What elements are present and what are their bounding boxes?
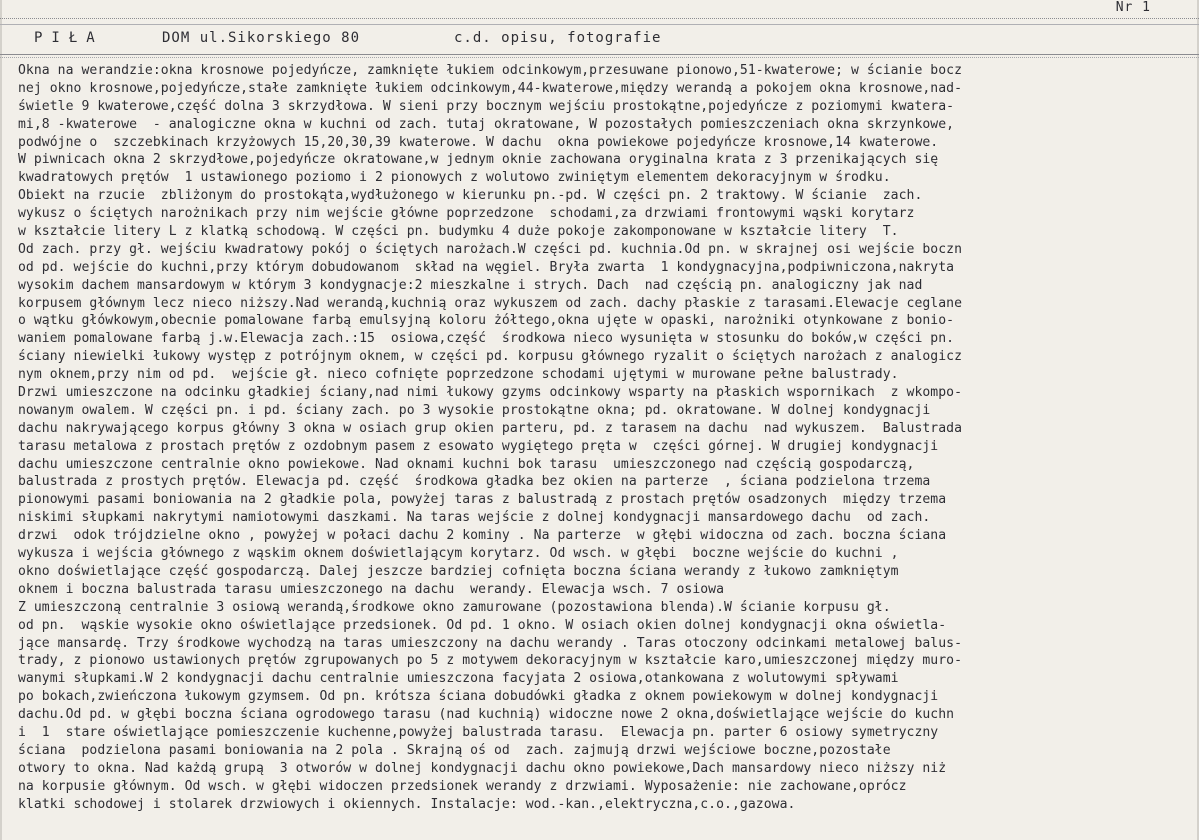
text-line: dachu nakrywającego korpus główny 3 okna w osiach grup okien parteru, pd. z tarasem na dachu nad wykuszem. Balustrada	[18, 420, 963, 436]
text-line: pionowymi pasami boniowania na 2 gładkie pola, powyżej taras z balustradą z prostach prętów osadzonych między trzema	[18, 492, 947, 508]
text-line: na korpusie głównym. Od wsch. w głębi widoczen przedsionek werandy z drzwiami. Wyposażenie: nie zachowane,oprócz	[18, 778, 907, 794]
header-dotted-rule	[0, 57, 1199, 58]
text-line: Z umieszczoną centralnie 3 osiową werandą,środkowe okno zamurowane (pozostawiona blenda).W ścianie korpusu gł.	[18, 599, 891, 615]
text-line: nym oknem,przy nim od pd. wejście gł. nieco cofnięte poprzedzone schodami ujętymi w murowane pełne balustrady.	[18, 367, 899, 383]
text-line: w kształcie litery L z klatką schodową. W części pn. budymku 4 duże pokoje zakomponowane w kształcie litery T.	[18, 224, 899, 240]
text-line: jące mansardę. Trzy środkowe wychodzą na taras umieszczony na dachu werandy . Taras otoczony odcinkami metalowej balus-	[18, 635, 963, 651]
text-line: okno doświetlające część gospodarczą. Dalej jeszcze bardziej cofnięta boczna ściana werandy z łukowo zamkniętym	[18, 563, 899, 579]
text-line: mi,8 -kwaterowe - analogiczne okna w kuchni od zach. tutaj okratowane, W pozostałych pomieszczeniach okna skrzynkowe,	[18, 116, 955, 132]
text-line: Drzwi umieszczone na odcinku gładkiej ściany,nad nimi łukowy gzyms odcinkowy wsparty na płaskich wspornikach z wkompo-	[18, 385, 963, 401]
text-line: nej okno krosnowe,pojedyńcze,stałe zamknięte łukiem odcinkowym,44-kwaterowe,między werandą a pokojem okna krosnowe,nad-	[18, 80, 963, 96]
text-line: świetle 9 kwaterowe,część dolna 3 skrzydłowa. W sieni przy bocznym wejściu prostokątne,pojedyńcze z poziomymi kwatera-	[18, 98, 955, 114]
top-dotted-rule	[0, 18, 1199, 19]
text-line: Okna na werandzie:okna krosnowe pojedyńcze, zamknięte łukiem odcinkowym,przesuwane pionowo,51-kwaterowe; w ścianie bocz	[18, 63, 963, 78]
text-line: nowanym owalem. W części pn. i pd. ściany zach. po 3 wysokie prostokątne okna; pd. okratowane. W dolnej kondygnacji	[18, 402, 931, 418]
text-line: dachu umieszczone centralnie okno powiekowe. Nad oknami kuchni bok tarasu umieszczonego nad częścią gospodarczą,	[18, 456, 915, 472]
text-line: podwójne o szczebkinach krzyżowych 15,20,30,39 kwaterowe. W dachu okna powiekowe pojedyńcze krosnowe,14 kwaterowe.	[18, 134, 939, 150]
text-line: ściany niewielki łukowy występ z potrójnym oknem, w części pd. korpusu głównego ryzalit o ściętych narożach z analogicz	[18, 349, 963, 365]
text-line: drzwi odok trójdzielne okno , powyżej w połaci dachu 2 kominy . Na parterze w głębi widoczna od zach. boczna ściana	[18, 528, 947, 544]
place-name: PIŁA	[34, 30, 104, 46]
text-line: wanymi słupkami.W 2 kondygnacji dachu centralnie umieszczona facyjata 2 osiowa,otankowana z wolutowymi spływami	[18, 671, 899, 687]
text-line: korpusem głównym lecz nieco niższy.Nad werandą,kuchnią oraz wykuszem od zach. dachy płaskie z tarasami.Elewacje ceglane	[18, 295, 963, 311]
text-line: i 1 stare oświetlające pomieszczenie kuchenne,powyżej balustrada tarasu. Elewacja pn. parter 6 osiowy symetryczny	[18, 724, 939, 740]
text-line: od pn. wąskie wysokie okno oświetlające przedsionek. Od pd. 1 okno. W osiach okien dolnej kondygnacji okna oświetla-	[18, 617, 947, 633]
text-line: W piwnicach okna 2 skrzydłowe,pojedyńcze okratowane,w jednym oknie zachowana oryginalna krata z 3 przenikających się	[18, 152, 939, 168]
card-number: Nr 1	[1115, 0, 1151, 15]
text-line: balustrada z prostych prętów. Elewacja pd. część środkowa gładka bez okien na parterze , ściana podzielona trzema	[18, 474, 931, 490]
text-line: o wątku główkowym,obecnie pomalowane farbą emulsyjną koloru żółtego,okna ujęte w opaski, narożniki otynkowane z bonio-	[18, 313, 955, 329]
text-line: od pd. wejście do kuchni,przy którym dobudowanom skład na węgiel. Bryła zwarta 1 kondygnacyjna,podpiwniczona,nakryta	[18, 259, 955, 275]
text-line: wykusz o ściętych narożnikach przy nim wejście główne poprzedzone schodami,za drzwiami frontowymi wąski korytarz	[18, 206, 915, 222]
text-line: Obiekt na rzucie zbliżonym do prostokąta,wydłużonego w kierunku pn.-pd. W części pn. 2 traktowy. W ścianie zach.	[18, 188, 923, 204]
top-solid-rule	[0, 24, 1199, 25]
text-line: kwadratowych prętów 1 ustawionego poziomo i 2 pionowych z wolutowo zwiniętym elementem dekoracyjnym w środku.	[18, 170, 891, 186]
text-line: ściana podzielona pasami boniowania na 2 pola . Skrajną oś od zach. zajmują drzwi wejściowe boczne,pozostałe	[18, 742, 891, 758]
text-line: oknem i boczna balustrada tarasu umieszczonego na dachu werandy. Elewacja wsch. 7 osiowa	[18, 581, 725, 597]
text-line: wykusza i wejścia głównego z wąskim oknem doświetlającym korytarz. Od wsch. w głębi boczne wejście do kuchni ,	[18, 546, 899, 562]
header-rule	[0, 54, 1199, 55]
text-line: niskimi słupkami nakrytymi namiotowymi daszkami. Na taras wejście z dolnej kondygnacji mansardowego dachu od zach.	[18, 510, 931, 526]
text-line: trady, z pionowo ustawionych prętów zgrupowanych po 5 z motywem dekoracyjnym w kształcie karo,umieszczonej między muro-	[18, 653, 963, 669]
text-line: Od zach. przy gł. wejściu kwadratowy pokój o ściętych narożach.W części pd. kuchnia.Od pn. w skrajnej osi wejście boczn	[18, 241, 963, 257]
text-line: po bokach,zwieńczona łukowym gzymsem. Od pn. krótsza ściana dobudówki gładka z oknem powiekowym w dolnej kondygnacji	[18, 689, 939, 705]
text-line: klatki schodowej i stolarek drzwiowych i okiennych. Instalacje: wod.-kan.,elektryczna,c.o.,gazowa.	[18, 796, 796, 812]
text-line: wysokim dachem mansardowym w którym 3 kondygnacje:2 mieszkalne i strych. Dach nad częścią pn. analogiczny jak nad	[18, 277, 923, 293]
description-text	[18, 62, 1194, 832]
object-name: DOM ul.Sikorskiego 80	[162, 30, 361, 46]
card-left-edge	[0, 0, 2, 840]
section-title: c.d. opisu, fotografie	[454, 30, 662, 46]
text-line: waniem pomalowane farbą j.w.Elewacja zach.:15 osiowa,część środkowa nieco wysunięta w stosunku do boków,w części pn.	[18, 331, 955, 347]
text-line: tarasu metalowa z prostach prętów z ozdobnym pasem z esowato wygiętego pręta w części górnej. W drugiej kondygnacji	[18, 438, 939, 454]
text-line: dachu.Od pd. w głębi boczna ściana ogrodowego tarasu (nad kuchnią) widoczne nowe 2 okna,doświetlające wejście do kuchn	[18, 707, 955, 723]
text-line: otwory to okna. Nad każdą grupą 3 otworów w dolnej kondygnacji dachu okno powiekowe,Dach mansardowy nieco niższy niż	[18, 760, 947, 776]
